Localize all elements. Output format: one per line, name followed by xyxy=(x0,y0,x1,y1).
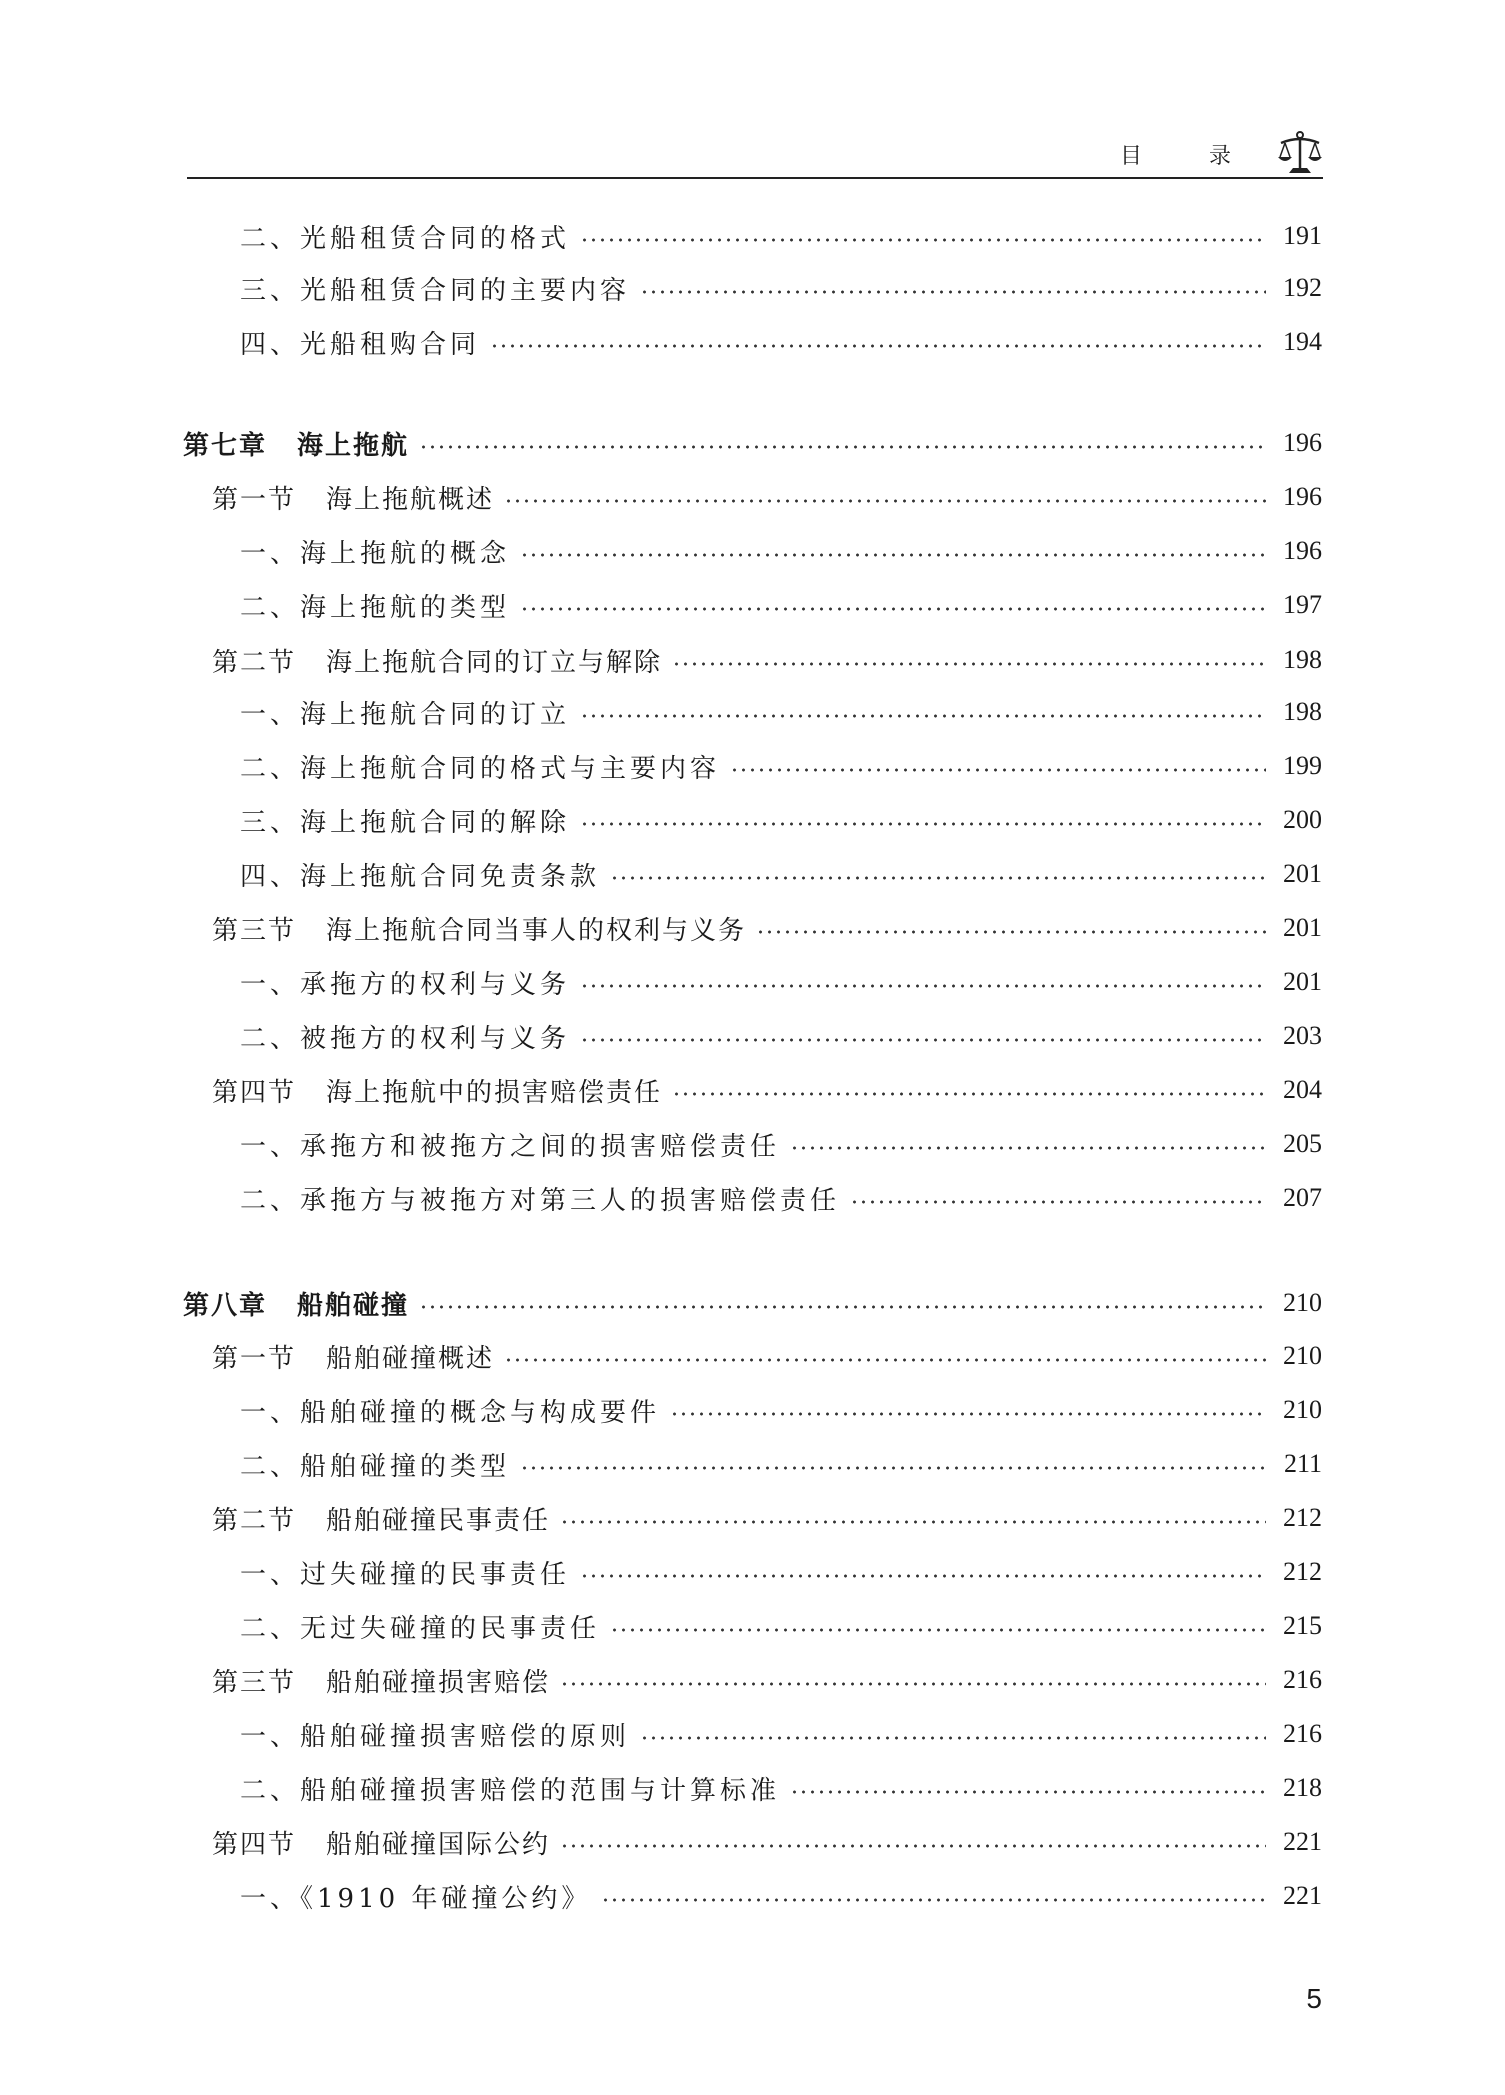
toc-entry-item xyxy=(240,1768,1322,1808)
toc-entry-title: 二、无过失碰撞的民事责任 xyxy=(240,1613,601,1644)
page-number: 5 xyxy=(1306,1983,1322,2014)
toc-entry-label xyxy=(240,1126,780,1163)
toc-entry-title: 船舶碰撞民事责任 xyxy=(326,1505,551,1536)
toc-entry-label xyxy=(212,1662,550,1699)
toc-entry-label xyxy=(240,1878,591,1915)
toc-entry-title: 船舶碰撞概述 xyxy=(326,1343,495,1374)
toc-entry-item xyxy=(240,800,1322,840)
toc-entry-label xyxy=(240,964,570,1001)
toc-entry-page: 201 xyxy=(1283,913,1322,942)
toc-entry-item xyxy=(240,854,1322,894)
toc-entry-page: 201 xyxy=(1283,859,1322,888)
toc-entry-label xyxy=(212,910,746,947)
dot-leader xyxy=(490,344,1266,348)
toc-entry-title: 一、海上拖航合同的订立 xyxy=(240,699,571,730)
toc-entry-page: 210 xyxy=(1283,1288,1322,1317)
toc-entry-label xyxy=(183,425,409,462)
toc-entry-item xyxy=(240,1390,1322,1430)
toc-entry-number: 第七章 xyxy=(183,430,268,461)
toc-entry-item xyxy=(240,1124,1322,1164)
dot-leader xyxy=(756,930,1266,934)
dot-leader xyxy=(504,1358,1266,1362)
toc-entry-item xyxy=(240,585,1322,625)
toc-entry-page: 210 xyxy=(1283,1341,1322,1370)
toc-entry-label xyxy=(212,1500,550,1537)
toc-entry-title: 三、光船租赁合同的主要内容 xyxy=(240,275,631,306)
toc-entry-number: 第一节 xyxy=(212,1343,297,1374)
toc-entry-page: 211 xyxy=(1283,1449,1322,1478)
toc-entry-page: 196 xyxy=(1283,482,1322,511)
toc-entry-chapter xyxy=(183,1283,1322,1323)
toc-entry-item xyxy=(240,1876,1322,1916)
toc-entry-item xyxy=(240,962,1322,1002)
toc-entry-title: 二、被拖方的权利与义务 xyxy=(240,1023,571,1054)
dot-leader xyxy=(504,499,1266,503)
toc-entry-item xyxy=(240,322,1322,362)
dot-leader xyxy=(610,876,1266,880)
toc-entry-page: 210 xyxy=(1283,1395,1322,1424)
dot-leader xyxy=(419,1305,1266,1309)
toc-entry-number: 第三节 xyxy=(212,915,297,946)
toc-entry-page: 194 xyxy=(1283,327,1322,356)
toc-entry-item xyxy=(240,1606,1322,1646)
toc-entry-chapter xyxy=(183,423,1322,463)
toc-entry-page: 205 xyxy=(1283,1129,1322,1158)
toc-entry-item xyxy=(240,1552,1322,1592)
toc-entry-page: 198 xyxy=(1283,697,1322,726)
toc-entry-section xyxy=(212,1822,1322,1862)
toc-entry-label xyxy=(240,856,600,893)
dot-leader xyxy=(560,1844,1266,1848)
dot-leader xyxy=(672,662,1266,666)
toc-entry-item xyxy=(240,216,1322,256)
toc-entry-number: 第八章 xyxy=(183,1290,268,1321)
toc-entry-label xyxy=(212,479,494,516)
toc-entry-number: 第一节 xyxy=(212,484,297,515)
dot-leader xyxy=(580,1038,1266,1042)
toc-entry-page: 196 xyxy=(1283,428,1322,457)
toc-entry-title: 海上拖航合同的订立与解除 xyxy=(326,647,663,678)
dot-leader xyxy=(601,1898,1266,1902)
dot-leader xyxy=(580,822,1266,826)
toc-entry-title: 一、船舶碰撞的概念与构成要件 xyxy=(240,1397,661,1428)
toc-entry-label xyxy=(240,587,510,624)
toc-entry-label xyxy=(240,1018,570,1055)
toc-entry-title: 一、承拖方和被拖方之间的损害赔偿责任 xyxy=(240,1131,781,1162)
toc-entry-label xyxy=(240,270,630,307)
dot-leader xyxy=(560,1682,1266,1686)
dot-leader xyxy=(790,1146,1266,1150)
toc-entry-section xyxy=(212,1498,1322,1538)
toc-entry-title: 船舶碰撞 xyxy=(297,1290,410,1321)
toc-entry-number: 第四节 xyxy=(212,1829,297,1860)
toc-entry-label xyxy=(183,1285,409,1322)
toc-entry-title: 二、承拖方与被拖方对第三人的损害赔偿责任 xyxy=(240,1185,841,1216)
toc-entry-number: 第四节 xyxy=(212,1077,297,1108)
toc-entry-page: 201 xyxy=(1283,967,1322,996)
dot-leader xyxy=(419,445,1266,449)
dot-leader xyxy=(580,714,1266,718)
dot-leader xyxy=(520,607,1266,611)
header-title: 目 录 xyxy=(1120,144,1261,169)
toc-entry-item xyxy=(240,692,1322,732)
toc-entry-title: 二、海上拖航的类型 xyxy=(240,592,511,623)
toc-entry-page: 191 xyxy=(1283,221,1322,250)
toc-entry-title: 海上拖航 xyxy=(297,430,410,461)
toc-entry-item xyxy=(240,1714,1322,1754)
toc-entry-label xyxy=(240,1716,630,1753)
toc-entry-title: 二、光船租赁合同的格式 xyxy=(240,223,571,254)
dot-leader xyxy=(672,1092,1266,1096)
toc-entry-label xyxy=(240,1180,840,1217)
toc-entry-title: 二、海上拖航合同的格式与主要内容 xyxy=(240,753,721,784)
toc-entry-item xyxy=(240,531,1322,571)
toc-entry-label xyxy=(212,1338,494,1375)
toc-entry-label xyxy=(212,642,662,679)
dot-leader xyxy=(520,1466,1266,1470)
toc-entry-title: 船舶碰撞国际公约 xyxy=(326,1829,551,1860)
dot-leader xyxy=(850,1200,1266,1204)
toc-entry-number: 第二节 xyxy=(212,647,297,678)
toc-entry-title: 一、承拖方的权利与义务 xyxy=(240,969,571,1000)
toc-entry-item xyxy=(240,1444,1322,1484)
toc-entry-page: 212 xyxy=(1283,1503,1322,1532)
scales-of-justice-icon xyxy=(1277,129,1323,175)
toc-entry-section xyxy=(212,1660,1322,1700)
toc-entry-title: 一、过失碰撞的民事责任 xyxy=(240,1559,571,1590)
toc-entry-number: 第二节 xyxy=(212,1505,297,1536)
toc-entry-section xyxy=(212,1336,1322,1376)
toc-entry-page: 216 xyxy=(1283,1719,1322,1748)
toc-entry-label xyxy=(240,748,720,785)
toc-entry-title: 海上拖航合同当事人的权利与义务 xyxy=(326,915,747,946)
toc-entry-label xyxy=(240,1608,600,1645)
dot-leader xyxy=(640,290,1266,294)
toc-entry-item xyxy=(240,268,1322,308)
dot-leader xyxy=(610,1628,1266,1632)
toc-entry-label xyxy=(240,1446,510,1483)
toc-entry-section xyxy=(212,1070,1322,1110)
dot-leader xyxy=(670,1412,1266,1416)
toc-entry-page: 221 xyxy=(1283,1827,1322,1856)
toc-entry-item xyxy=(240,1178,1322,1218)
dot-leader xyxy=(580,238,1266,242)
dot-leader xyxy=(730,768,1266,772)
toc-entry-page: 196 xyxy=(1283,536,1322,565)
toc-entry-title: 四、海上拖航合同免责条款 xyxy=(240,861,601,892)
toc-entry-label xyxy=(240,533,510,570)
toc-entry-label xyxy=(240,1554,570,1591)
toc-entry-title: 一、海上拖航的概念 xyxy=(240,538,511,569)
toc-entry-section xyxy=(212,477,1322,517)
toc-entry-page: 200 xyxy=(1283,805,1322,834)
dot-leader xyxy=(520,553,1266,557)
toc-entry-page: 221 xyxy=(1283,1881,1322,1910)
toc-entry-label xyxy=(240,324,480,361)
toc-entry-title: 四、光船租购合同 xyxy=(240,329,481,360)
toc-entry-title: 二、船舶碰撞损害赔偿的范围与计算标准 xyxy=(240,1775,781,1806)
toc-entry-label xyxy=(212,1072,662,1109)
toc-entry-label xyxy=(212,1824,550,1861)
toc-entry-title: 一、《1910 年碰撞公约》 xyxy=(240,1883,592,1914)
toc-entry-page: 198 xyxy=(1283,645,1322,674)
toc-entry-label xyxy=(240,802,570,839)
toc-entry-section xyxy=(212,908,1322,948)
dot-leader xyxy=(790,1790,1266,1794)
toc-entry-page: 215 xyxy=(1283,1611,1322,1640)
toc-entry-title: 海上拖航中的损害赔偿责任 xyxy=(326,1077,663,1108)
toc-entry-title: 二、船舶碰撞的类型 xyxy=(240,1451,511,1482)
toc-entry-page: 204 xyxy=(1283,1075,1322,1104)
dot-leader xyxy=(560,1520,1266,1524)
toc-entry-item xyxy=(240,1016,1322,1056)
toc-entry-label xyxy=(240,694,570,731)
toc-entry-page: 218 xyxy=(1283,1773,1322,1802)
toc-entry-label xyxy=(240,1392,660,1429)
toc-entry-page: 199 xyxy=(1283,751,1322,780)
dot-leader xyxy=(640,1736,1266,1740)
toc-entry-title: 船舶碰撞损害赔偿 xyxy=(326,1667,551,1698)
toc-entry-number: 第三节 xyxy=(212,1667,297,1698)
toc-entry-label xyxy=(240,1770,780,1807)
toc-entry-title: 海上拖航概述 xyxy=(326,484,495,515)
toc-entry-title: 三、海上拖航合同的解除 xyxy=(240,807,571,838)
dot-leader xyxy=(580,984,1266,988)
toc-entry-page: 192 xyxy=(1283,273,1322,302)
dot-leader xyxy=(580,1574,1266,1578)
toc-entry-label xyxy=(240,218,570,255)
toc-entry-page: 212 xyxy=(1283,1557,1322,1586)
toc-entry-page: 203 xyxy=(1283,1021,1322,1050)
toc-entry-title: 一、船舶碰撞损害赔偿的原则 xyxy=(240,1721,631,1752)
toc-entry-section xyxy=(212,640,1322,680)
toc-entry-page: 207 xyxy=(1283,1183,1322,1212)
toc-entry-item xyxy=(240,746,1322,786)
toc-entry-page: 216 xyxy=(1283,1665,1322,1694)
running-header xyxy=(187,135,1323,179)
toc-entry-page: 197 xyxy=(1283,590,1322,619)
